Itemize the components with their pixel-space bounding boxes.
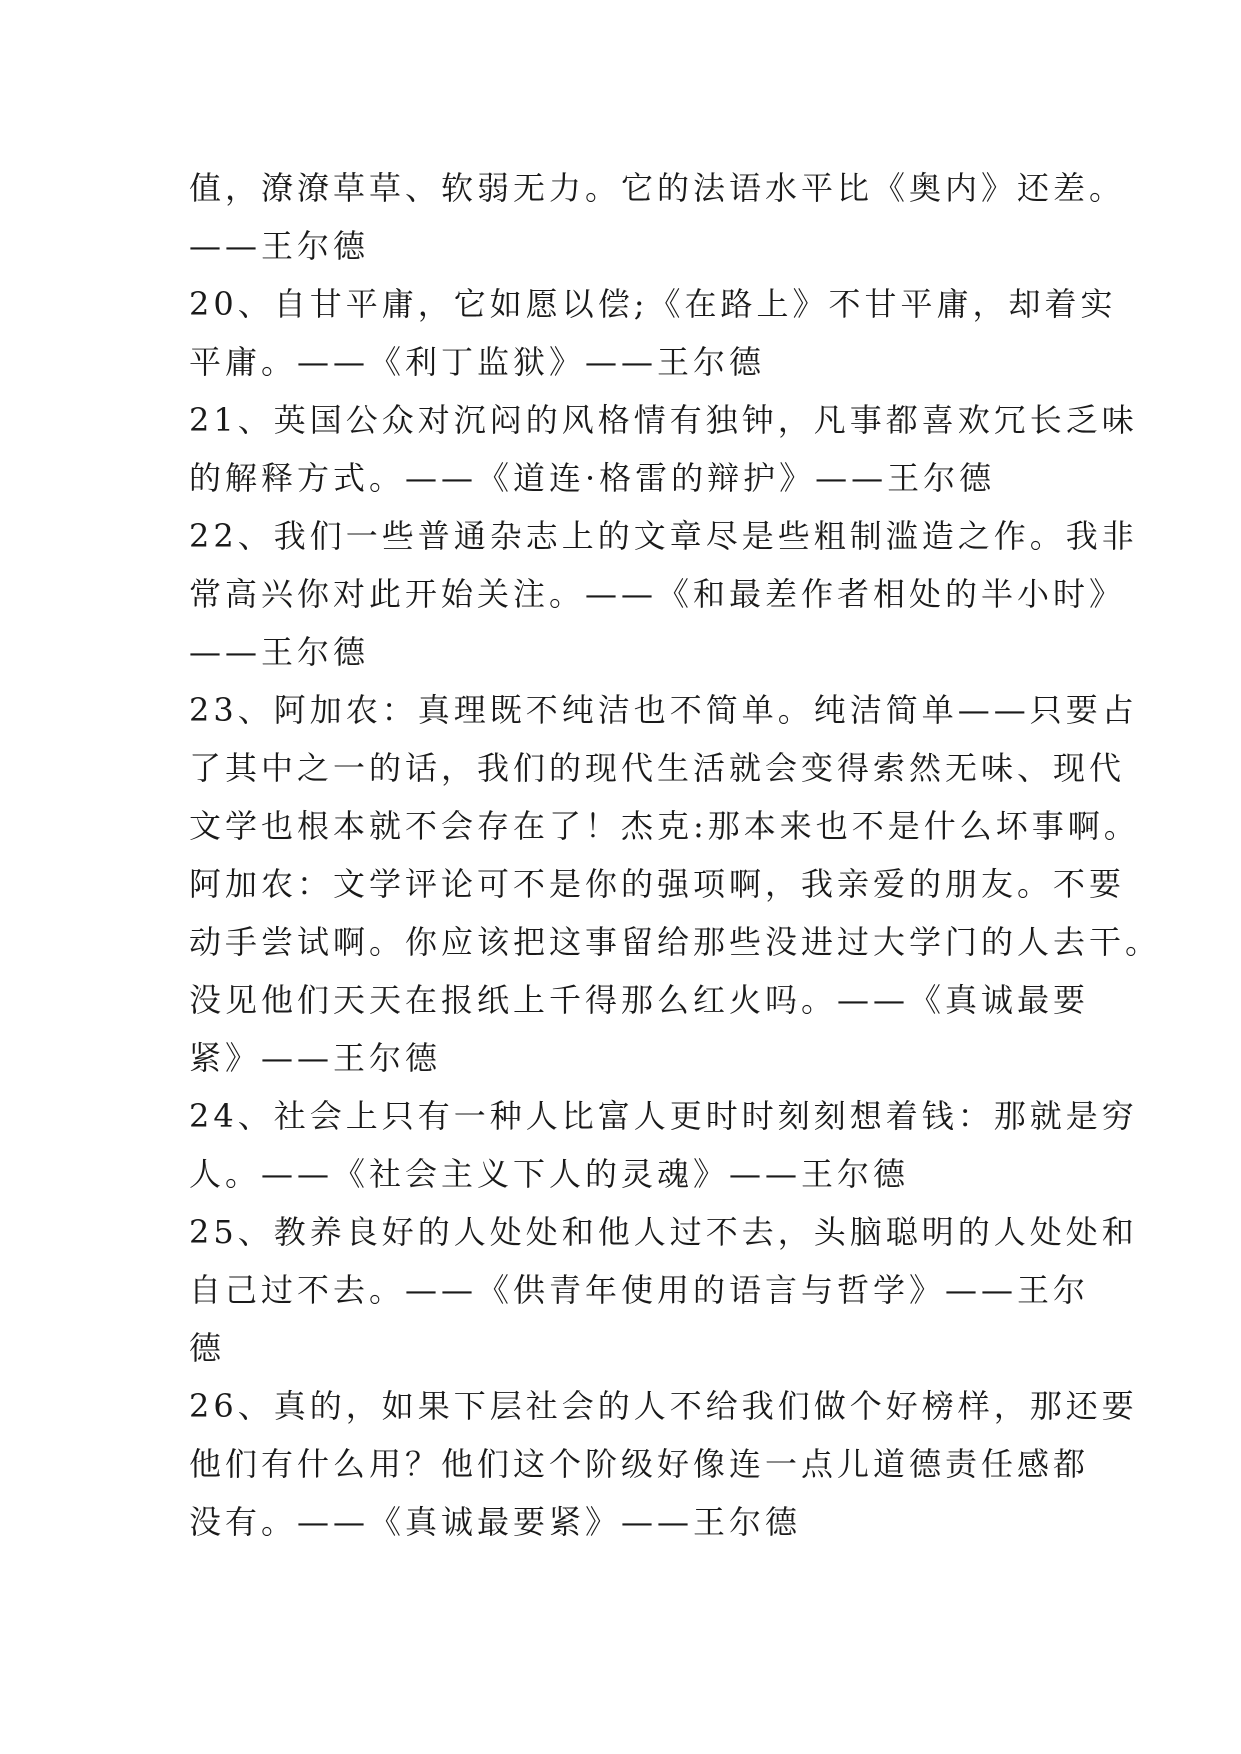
text-line: 26、真的，如果下层社会的人不给我们做个好榜样，那还要: [189, 1387, 1138, 1425]
text-line: ——王尔德: [189, 227, 370, 265]
text-line: 的解释方式。——《道连·格雷的辩护》——王尔德: [189, 459, 996, 497]
text-line: 常高兴你对此开始关注。——《和最差作者相处的半小时》: [189, 575, 1126, 613]
text-line: 22、我们一些普通杂志上的文章尽是些粗制滥造之作。我非: [189, 517, 1138, 555]
text-line: 人。——《社会主义下人的灵魂》——王尔德: [189, 1155, 910, 1193]
text-line: 自己过不去。——《供青年使用的语言与哲学》——王尔: [189, 1271, 1090, 1309]
text-line: 了其中之一的话，我们的现代生活就会变得索然无味、现代: [189, 749, 1126, 787]
text-line: 紧》——王尔德: [189, 1039, 442, 1077]
text-line: 25、教养良好的人处处和他人过不去，头脑聪明的人处处和: [189, 1213, 1138, 1251]
text-line: 他们有什么用？他们这个阶级好像连一点儿道德责任感都: [189, 1445, 1090, 1483]
text-line: 平庸。——《利丁监狱》——王尔德: [189, 343, 766, 381]
text-line: 23、阿加农：真理既不纯洁也不简单。纯洁简单——只要占: [189, 691, 1138, 729]
text-line: 德: [189, 1329, 226, 1367]
text-line: 20、自甘平庸，它如愿以偿;《在路上》不甘平庸，却着实: [189, 285, 1117, 323]
text-line: 21、英国公众对沉闷的风格情有独钟，凡事都喜欢冗长乏味: [189, 401, 1138, 439]
text-line: 动手尝试啊。你应该把这事留给那些没进过大学门的人去干。: [189, 923, 1162, 961]
text-line: 值，潦潦草草、软弱无力。它的法语水平比《奥内》还差。: [189, 169, 1126, 207]
text-line: 没有。——《真诚最要紧》——王尔德: [189, 1503, 802, 1541]
text-line: 阿加农：文学评论可不是你的强项啊，我亲爱的朋友。不要: [189, 865, 1126, 903]
quote-text-block: [189, 159, 1162, 1551]
text-line: 24、社会上只有一种人比富人更时时刻刻想着钱：那就是穷: [189, 1097, 1138, 1135]
text-line: ——王尔德: [189, 633, 370, 671]
text-line: 没见他们天天在报纸上千得那么红火吗。——《真诚最要: [189, 981, 1090, 1019]
text-line: 文学也根本就不会存在了！杰克:那本来也不是什么坏事啊。: [189, 807, 1140, 845]
